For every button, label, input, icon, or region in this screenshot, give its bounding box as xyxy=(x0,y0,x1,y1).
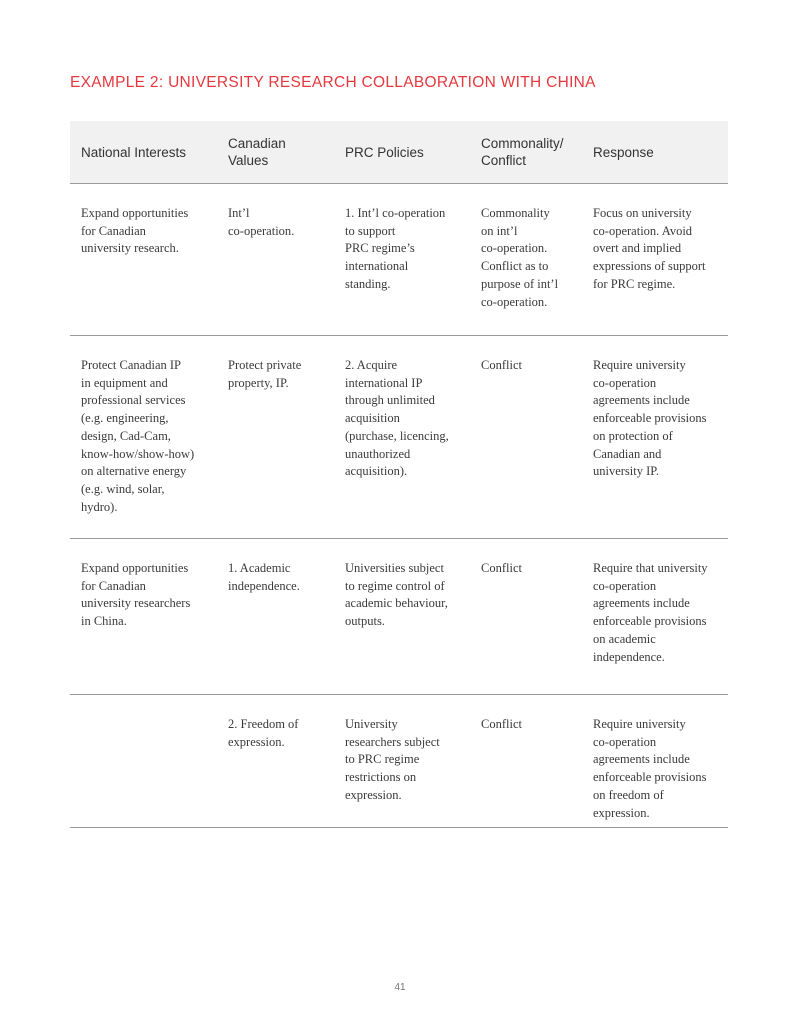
cell-canadian-values: 2. Freedom of expression. xyxy=(228,717,299,749)
table-row xyxy=(70,184,728,336)
table-row xyxy=(70,695,728,828)
cell-response: Require that university co-operation agreements include enforceable provisions on academic independence. xyxy=(593,561,708,664)
header-national-interests xyxy=(81,121,217,183)
header-label: Response xyxy=(593,144,654,160)
cell-prc-policies: 2. Acquire international IP through unlimited acquisition (purchase, licencing, unauthorized acquisition). xyxy=(345,358,449,479)
header-canadian-values xyxy=(228,121,332,183)
cell-commonality-conflict: Commonality on int’l co-operation. Conflict as to purpose of int’l co-operation. xyxy=(481,206,559,309)
header-label: PRC Policies xyxy=(345,144,424,160)
header-response xyxy=(593,121,728,183)
header-prc-policies xyxy=(345,121,475,183)
comparison-table xyxy=(70,121,728,828)
cell-response: Require university co-operation agreements include enforceable provisions on freedom of expression. xyxy=(593,717,707,820)
cell-national-interests: Protect Canadian IP in equipment and professional services (e.g. engineering, design, Cad-Cam, know-how/show-how) on alternative energy (e.g. wind, solar, hydro). xyxy=(81,358,195,514)
cell-prc-policies: University researchers subject to PRC regime restrictions on expression. xyxy=(345,717,440,802)
table-row xyxy=(70,336,728,539)
cell-national-interests: Expand opportunities for Canadian university researchers in China. xyxy=(81,561,191,629)
header-label: Canadian Values xyxy=(228,136,286,168)
cell-national-interests: Expand opportunities for Canadian university research. xyxy=(81,206,189,256)
table-row xyxy=(70,539,728,695)
cell-commonality-conflict: Conflict xyxy=(481,561,522,575)
header-commonality-conflict xyxy=(481,121,589,183)
header-label: National Interests xyxy=(81,144,187,160)
cell-canadian-values: 1. Academic independence. xyxy=(228,561,300,593)
table-header xyxy=(70,121,728,184)
section-title: EXAMPLE 2: UNIVERSITY RESEARCH COLLABORATION WITH CHINA xyxy=(70,74,596,91)
cell-canadian-values: Protect private property, IP. xyxy=(228,358,302,390)
page-number: 41 xyxy=(394,982,406,993)
cell-response: Require university co-operation agreements include enforceable provisions on protection of Canadian and university IP. xyxy=(593,358,707,479)
cell-canadian-values: Int’l co-operation. xyxy=(228,206,295,238)
cell-prc-policies: Universities subject to regime control of academic behaviour, outputs. xyxy=(345,561,448,629)
cell-commonality-conflict: Conflict xyxy=(481,358,522,372)
cell-prc-policies: 1. Int’l co-operation to support PRC regime’s international standing. xyxy=(345,206,446,291)
header-label: Commonality/ Conflict xyxy=(481,136,564,168)
cell-commonality-conflict: Conflict xyxy=(481,717,522,731)
cell-response: Focus on university co-operation. Avoid overt and implied expressions of support for PRC regime. xyxy=(593,206,706,291)
